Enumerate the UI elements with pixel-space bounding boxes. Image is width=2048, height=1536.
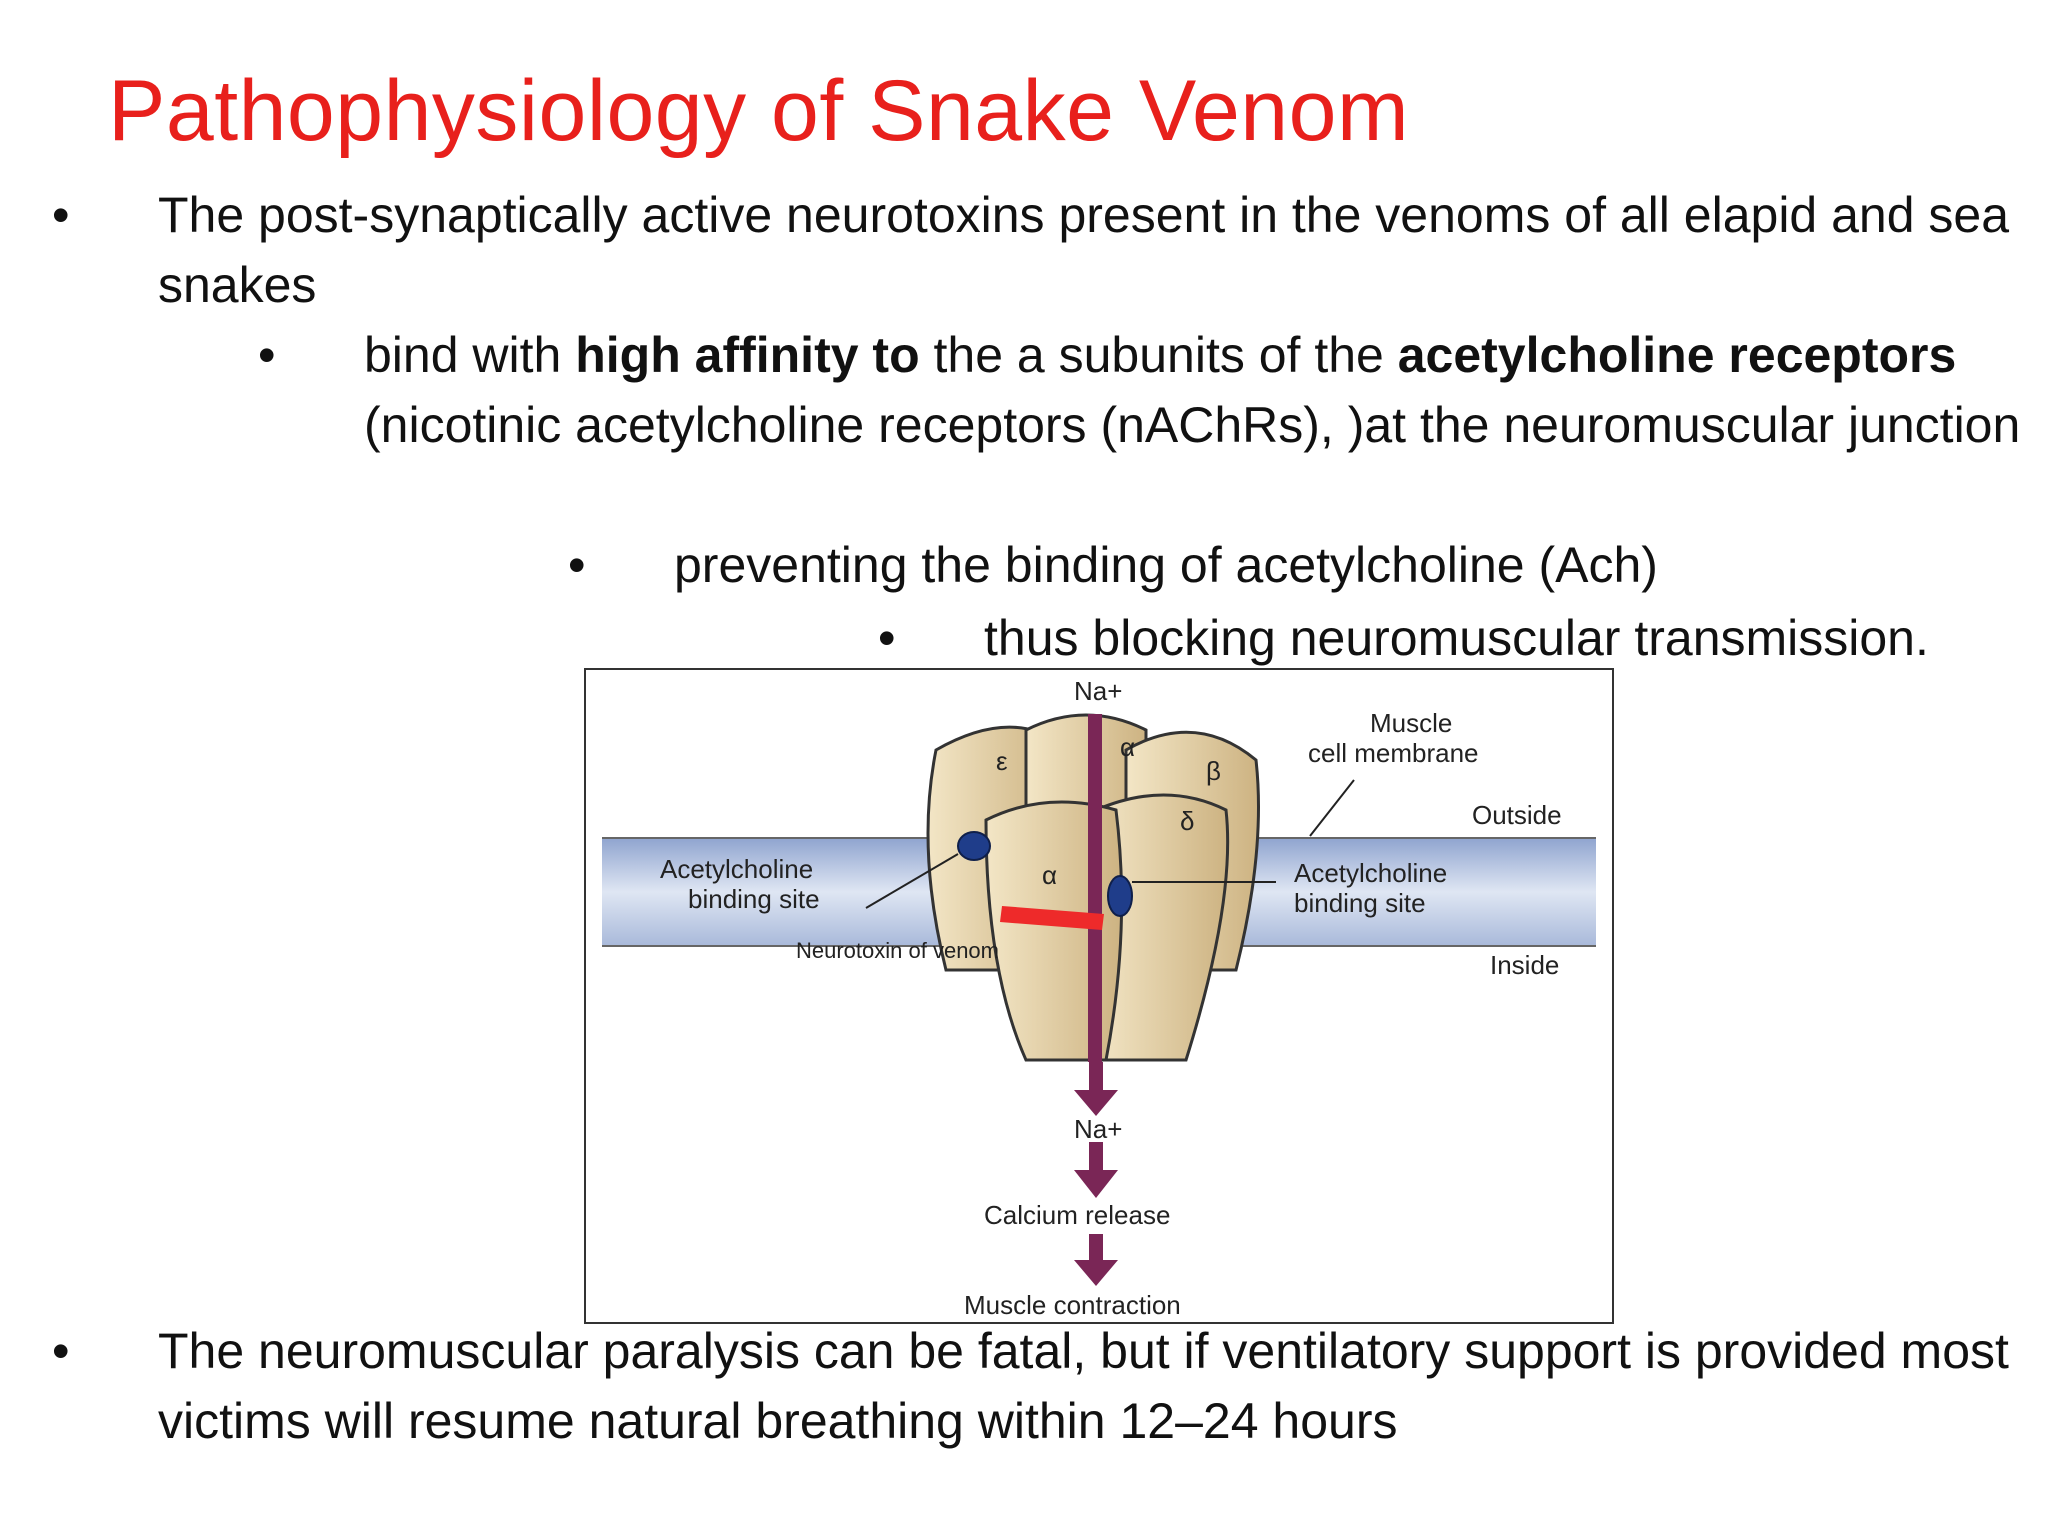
contraction-label: Muscle contraction bbox=[964, 1290, 1181, 1320]
bullet-binding bbox=[364, 320, 2024, 460]
ach-right-label-line2: binding site bbox=[1294, 888, 1426, 918]
bullet-neurotoxins: The post-synaptically active neurotoxins present in the venoms of all elapid and sea snakes bbox=[158, 187, 2010, 313]
bullet-text: the a subunits of the bbox=[919, 327, 1398, 383]
membrane-label-line1: Muscle bbox=[1370, 708, 1453, 738]
bullet-blocking: thus blocking neuromuscular transmission. bbox=[984, 610, 1929, 666]
outside-label: Outside bbox=[1472, 800, 1562, 830]
ion-channel bbox=[1088, 714, 1102, 1062]
bullet-paralysis: The neuromuscular paralysis can be fatal, but if ventilatory support is provided most victims will resume natural breathing within 12–24 hours bbox=[158, 1323, 2009, 1449]
subunit-alpha-front-label: α bbox=[1042, 860, 1058, 890]
binding-site-left bbox=[958, 832, 990, 860]
subunit-epsilon-label: ε bbox=[996, 746, 1008, 776]
bullet-text: (nicotinic acetylcholine receptors (nAChRs), )at the neuromuscular junction bbox=[364, 397, 2021, 453]
inside-label: Inside bbox=[1490, 950, 1560, 980]
bullet-bold-text: acetylcholine receptors bbox=[1397, 327, 1957, 383]
na-bottom-label: Na+ bbox=[1074, 1114, 1123, 1144]
bullet-marker: • bbox=[258, 327, 276, 383]
bullet-preventing: preventing the binding of acetylcholine (Ach) bbox=[674, 537, 1658, 593]
ach-right-label-line1: Acetylcholine bbox=[1294, 858, 1448, 888]
bullet-marker: • bbox=[52, 187, 70, 243]
subunit-beta-label: β bbox=[1206, 756, 1221, 786]
receptor-diagram bbox=[584, 668, 1614, 1324]
arrow-head bbox=[1074, 1170, 1118, 1198]
subunit-alpha-top-label: α bbox=[1120, 732, 1136, 762]
arrow-head bbox=[1074, 1260, 1118, 1286]
bullet-bold-text: high affinity to bbox=[575, 327, 920, 383]
subunit-delta-label: δ bbox=[1180, 806, 1195, 836]
neurotoxin-label: Neurotoxin of venom bbox=[796, 938, 999, 963]
membrane-label-line2: cell membrane bbox=[1308, 738, 1479, 768]
calcium-label: Calcium release bbox=[984, 1200, 1171, 1230]
slide-title: Pathophysiology of Snake Venom bbox=[108, 63, 1410, 159]
ach-left-label-line1: Acetylcholine bbox=[660, 854, 814, 884]
leader-line bbox=[1310, 780, 1354, 836]
binding-site-right bbox=[1108, 876, 1132, 916]
receptor-diagram-svg bbox=[586, 670, 1612, 1322]
arrow-shaft bbox=[1089, 1142, 1103, 1172]
arrow-shaft bbox=[1089, 1234, 1103, 1262]
bullet-marker: • bbox=[878, 610, 896, 666]
arrow-head bbox=[1074, 1090, 1118, 1116]
bullet-text: bind with bbox=[364, 327, 576, 383]
bullet-marker: • bbox=[568, 537, 586, 593]
na-top-label: Na+ bbox=[1074, 676, 1123, 706]
bullet-marker: • bbox=[52, 1323, 70, 1379]
ach-left-label-line2: binding site bbox=[688, 884, 820, 914]
arrow-shaft bbox=[1089, 1062, 1103, 1092]
